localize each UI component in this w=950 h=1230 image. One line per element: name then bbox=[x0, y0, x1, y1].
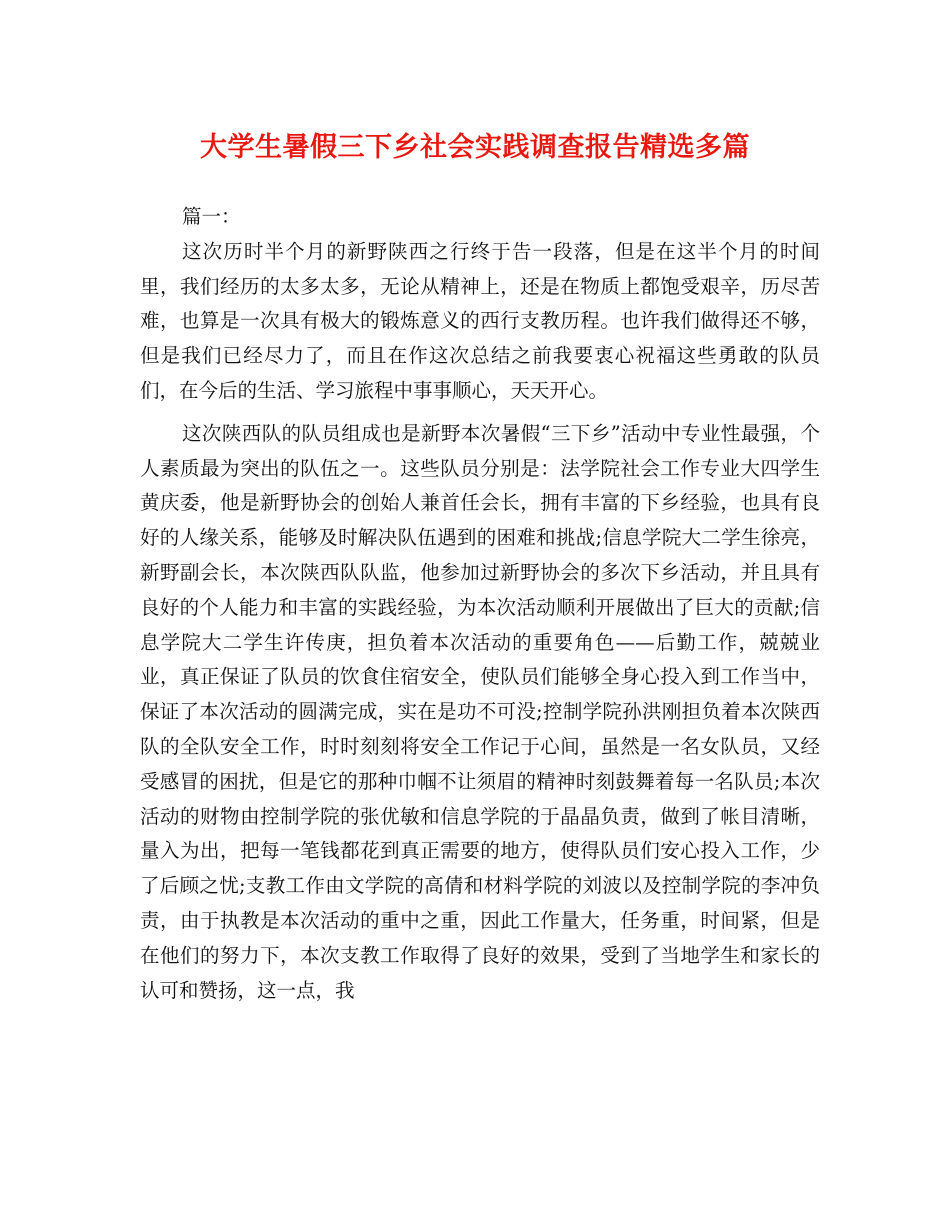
paragraph-2: 这次陕西队的队员组成也是新野本次暑假“三下乡”活动中专业性最强，个人素质最为突出的队伍之一。这些队员分别是：法学院社会工作专业大四学生黄庆委，他是新野协会的创始人兼首任会长，拥有丰富的下乡经验，也具有良好的人缘关系，能够及时解决队伍遇到的困难和挑战;信息学院大二学生徐亮，新野副会长，本次陕西队队监，他参加过新野协会的多次下乡活动，并且具有良好的个人能力和丰富的实践经验，为本次活动顺利开展做出了巨大的贡献;信息学院大二学生许传庚，担负着本次活动的重要角色——后勤工作，兢兢业业，真正保证了队员的饮食住宿安全，使队员们能够全身心投入到工作当中，保证了本次活动的圆满完成，实在是功不可没;控制学院孙洪刚担负着本次陕西队的全队安全工作，时时刻刻将安全工作记于心间，虽然是一名女队员，又经受感冒的困扰，但是它的那种巾帼不让须眉的精神时刻鼓舞着每一名队员;本次活动的财物由控制学院的张优敏和信息学院的于晶晶负责，做到了帐目清晰，量入为出，把每一笔钱都花到真正需要的地方，使得队员们安心投入工作，少了后顾之忧;支教工作由文学院的高倩和材料学院的刘波以及控制学院的李冲负责，由于执教是本次活动的重中之重，因此工作量大，任务重，时间紧，但是在他们的努力下，本次支教工作取得了良好的效果，受到了当地学生和家长的认可和赞扬，这一点，我 bbox=[140, 421, 820, 1002]
document-title: 大学生暑假三下乡社会实践调查报告精选多篇 bbox=[200, 132, 750, 163]
document-body bbox=[140, 200, 820, 1008]
paragraph-1: 这次历时半个月的新野陕西之行终于告一段落，但是在这半个月的时间里，我们经历的太多太多，无论从精神上，还是在物质上都饱受艰辛，历尽苦难，也算是一次具有极大的锻炼意义的西行支教历程。也许我们做得还不够，但是我们已经尽力了，而且在作这次总结之前我要衷心祝福这些勇敢的队员们，在今后的生活、学习旅程中事事顺心，天天开心。 bbox=[140, 239, 820, 402]
section-heading: 篇一： bbox=[182, 205, 241, 228]
